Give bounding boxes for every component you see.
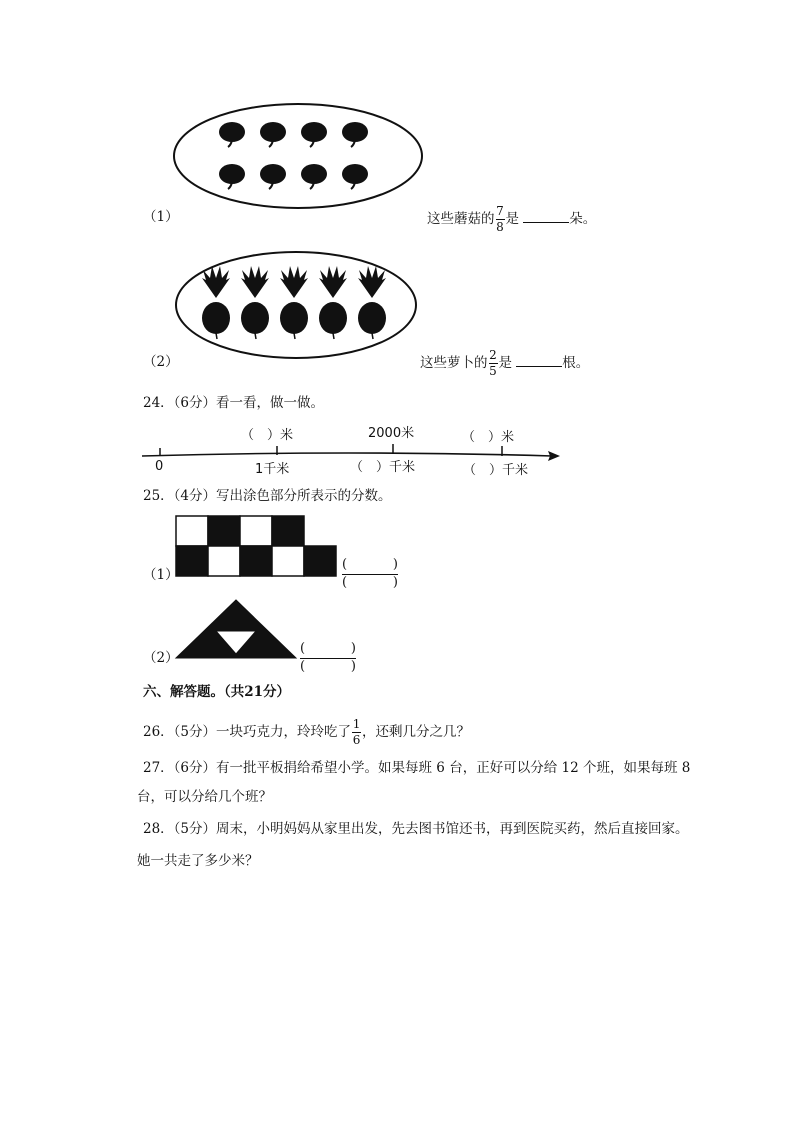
cell [208, 546, 240, 576]
q26 [143, 718, 470, 747]
mushroom-icon [219, 164, 245, 189]
q25-title: 25．（4分）写出涂色部分所表示的分数。 [143, 488, 392, 504]
mushroom-icon [219, 122, 245, 147]
q24-blank-e[interactable]: （ ） [463, 463, 503, 478]
q23-part2-unit: 根。 [562, 355, 590, 372]
q24-label-zero: 0 [155, 459, 164, 474]
q25-part2-fraction-blank[interactable] [300, 642, 356, 675]
q24-blank-c[interactable]: （ ） [462, 430, 502, 445]
q23-part2-label: （2） [143, 354, 179, 370]
mushroom-icon [260, 122, 286, 147]
q24-label-c [462, 426, 514, 445]
paren-close: ) [392, 557, 398, 572]
q24-title: 24．（6分）看一看，做一做。 [143, 395, 325, 411]
mushroom-icon [301, 164, 327, 189]
q23-part1-prefix: 这些蘑菇的 [427, 211, 495, 228]
q23-part1-answer-blank[interactable] [523, 210, 569, 223]
mushroom-oval [174, 104, 422, 208]
q26-fraction [352, 718, 361, 747]
q24-label-a [241, 424, 293, 443]
cell [240, 516, 272, 546]
fraction-numerator: 1 [352, 717, 361, 731]
q23-part2-prefix: 这些萝卜的 [420, 355, 488, 372]
top-white-triangle [232, 600, 240, 604]
triangle-figure [176, 598, 298, 660]
q23-part2-fraction [489, 349, 498, 378]
q28-line2: 她一共走了多少米？ [137, 853, 259, 869]
q28-line1: 28．（5分）周末，小明妈妈从家里出发，先去图书馆还书，再到医院买药，然后直接回家。 [143, 821, 689, 837]
mushroom-icon [342, 122, 368, 147]
section6-title: 六、解答题。（共21分） [143, 684, 291, 700]
q25-part1-fraction-blank[interactable] [342, 558, 398, 591]
q27-line1: 27．（6分）有一批平板捐给希望小学。如果每班 6 台，正好可以分给 12 个班，如果每班 8 [143, 760, 691, 776]
mushroom-icon [260, 164, 286, 189]
mushroom-icon [301, 122, 327, 147]
radish-oval-figure [172, 248, 422, 360]
cell [176, 516, 208, 546]
radish-icon [202, 266, 230, 339]
cell [240, 546, 272, 576]
fraction-denominator: 8 [496, 220, 504, 235]
q24-unit-c: 米 [501, 430, 515, 445]
q24-unit-d: 千米 [389, 460, 416, 475]
q26-suffix: ，还剩几分之几？ [362, 724, 471, 741]
q24-unit-e: 千米 [502, 463, 529, 478]
paren-close: ) [350, 659, 356, 674]
q23-part1-suffix: 是 [505, 211, 519, 228]
radish-group [202, 266, 386, 339]
fraction-line [342, 574, 398, 575]
radish-icon [319, 266, 347, 339]
q25-part2-label: （2） [143, 650, 179, 666]
mushroom-oval-figure [170, 100, 430, 210]
q23-part1-label: （1） [143, 209, 179, 225]
fraction-denominator: 6 [352, 733, 361, 748]
number-line-axis [142, 453, 552, 456]
cell [272, 546, 304, 576]
paren-close: ) [392, 575, 398, 590]
radish-icon [358, 266, 386, 339]
fraction-line [300, 658, 356, 659]
paren-open: ( [300, 659, 306, 674]
checkered-figure [176, 516, 340, 578]
paren-close: ) [350, 641, 356, 656]
fraction-numerator: 7 [496, 204, 504, 218]
paren-open: ( [300, 641, 306, 656]
q24-label-e [463, 459, 528, 478]
q23-part1-unit: 朵。 [569, 211, 597, 228]
q24-label-one-km: 1千米 [255, 462, 290, 477]
cell [208, 516, 240, 546]
q23-part1-fraction [496, 205, 505, 234]
q23-part2-suffix: 是 [498, 355, 512, 372]
cell [272, 516, 304, 546]
q23-part1-question [427, 205, 596, 234]
q23-part2-question [420, 349, 589, 378]
q23-part2-answer-blank[interactable] [516, 354, 562, 367]
fraction-denominator: 5 [489, 364, 497, 379]
cell [176, 546, 208, 576]
q24-label-d [350, 456, 415, 475]
paren-open: ( [342, 575, 348, 590]
radish-icon [280, 266, 308, 339]
q27-line2: 台，可以分给几个班？ [137, 789, 272, 805]
q24-blank-d[interactable]: （ ） [350, 460, 390, 475]
q24-blank-a[interactable]: （ ） [241, 428, 281, 443]
radish-icon [241, 266, 269, 339]
q24-unit-a: 米 [280, 428, 294, 443]
mushroom-icon [342, 164, 368, 189]
paren-open: ( [342, 557, 348, 572]
q24-label-2000m: 2000米 [368, 426, 415, 441]
cell [304, 546, 336, 576]
q25-part1-label: （1） [143, 567, 179, 583]
q26-prefix: 26．（5分）一块巧克力，玲玲吃了 [143, 724, 352, 741]
fraction-numerator: 2 [489, 348, 497, 362]
mushroom-group [219, 122, 368, 189]
